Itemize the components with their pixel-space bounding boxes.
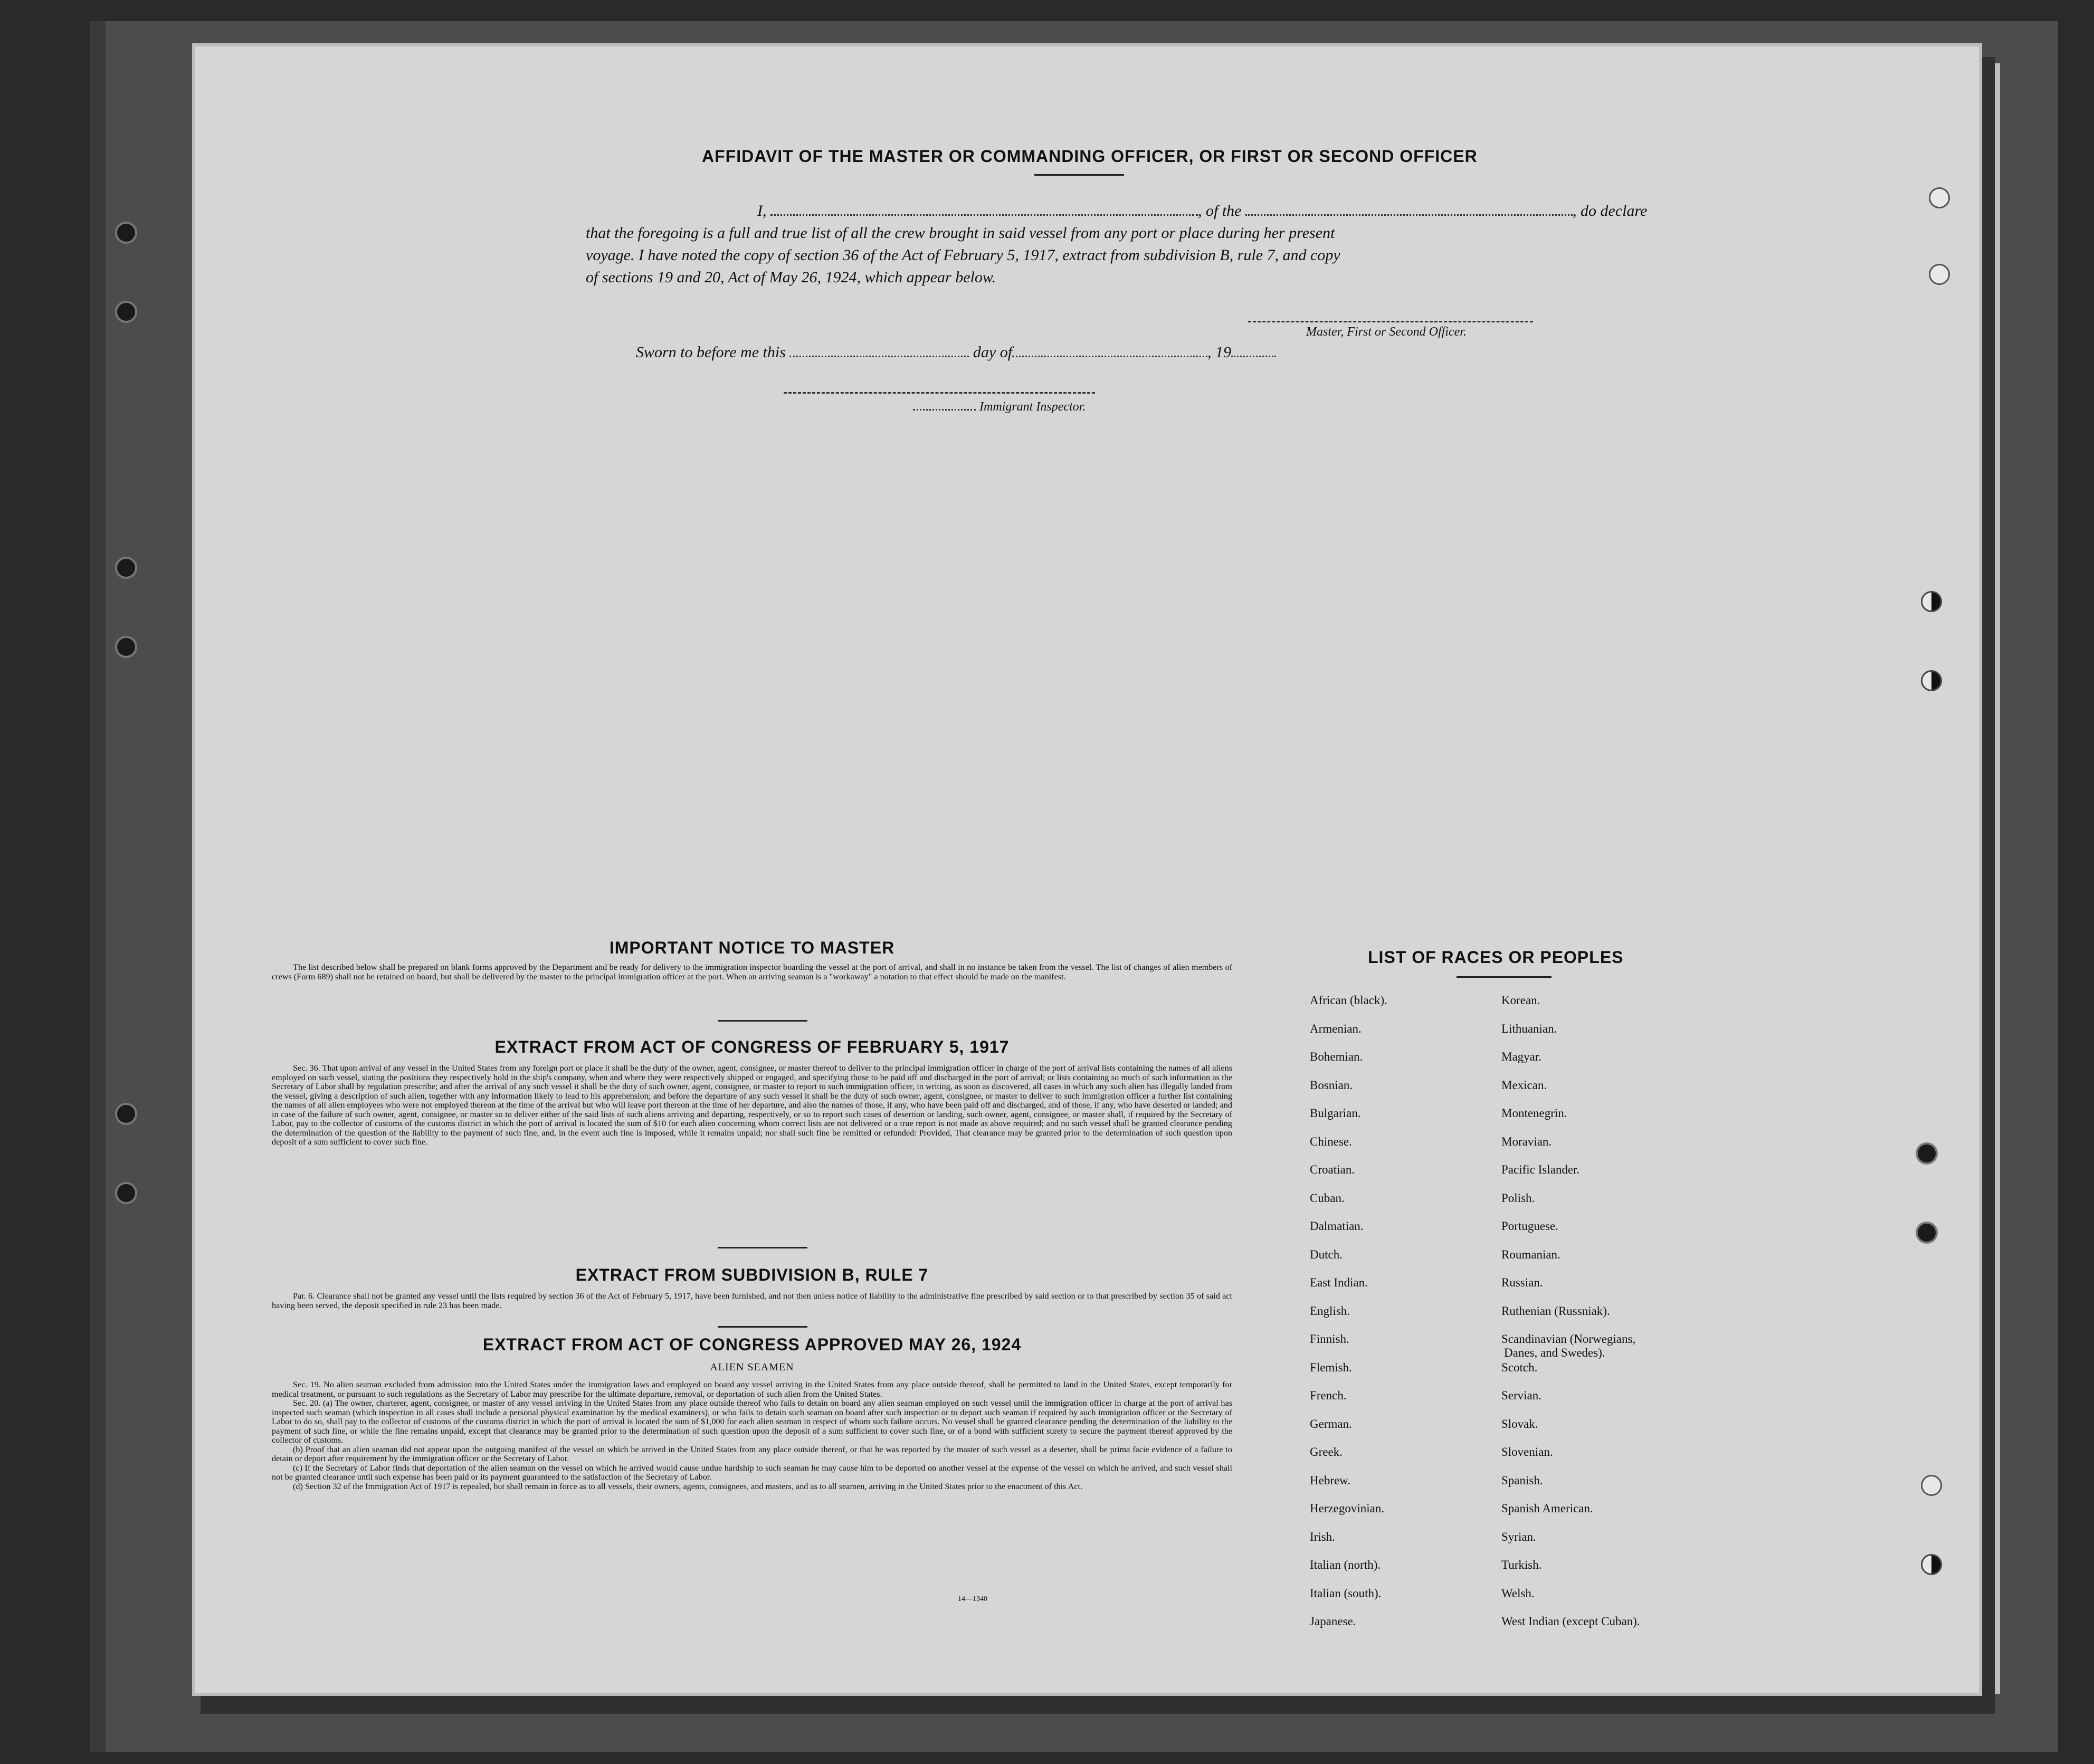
sworn-year-blank[interactable] bbox=[1231, 354, 1276, 357]
inspector-label: Immigrant Inspector. bbox=[979, 400, 1086, 414]
extract-1917-title: EXTRACT FROM ACT OF CONGRESS OF FEBRUARY 5, 1917 bbox=[494, 1037, 1010, 1056]
affidavit-line-1 bbox=[757, 201, 1776, 222]
binder-hole-left-3 bbox=[115, 557, 137, 579]
rule7-text: Par. 6. Clearance shall not be granted any vessel until the lists required by section 36 of the Act of February 5, 1917, have been furnished, and not then unless notice of liability to the administrative fine prescribed by said section or to that prescribed by section 35 of said act having been served, the deposit specified in rule 23 has been made. bbox=[272, 1291, 1232, 1310]
binder-hole-left-4 bbox=[115, 636, 137, 658]
vessel-blank[interactable] bbox=[1245, 212, 1573, 216]
race-left-item: French. bbox=[1310, 1389, 1347, 1402]
race-right-item: Roumanian. bbox=[1501, 1247, 1560, 1261]
form-page bbox=[195, 46, 1979, 1693]
notice-text: The list described below shall be prepared on blank forms approved by the Department and be ready for delivery to the immigration inspector boarding the vessel at the port of arrival, and shall in no instance be taken from the vessel. The list of changes of alien members of crews (Form 689) shall not be retained on board, but shall be delivered by the master to the principal immigration officer at the port. When an arriving seaman is a "workaway" a notation to that effect should be made on the manifest. bbox=[272, 962, 1232, 981]
rule7-rule bbox=[718, 1326, 807, 1328]
race-right-item: West Indian (except Cuban). bbox=[1501, 1615, 1640, 1628]
race-right-item: Russian. bbox=[1501, 1276, 1543, 1289]
race-right-item: Magyar. bbox=[1501, 1050, 1542, 1063]
affidavit-of-the: , of the bbox=[1198, 202, 1242, 220]
sworn-line bbox=[636, 342, 1375, 363]
affidavit-i: I, bbox=[757, 202, 767, 220]
race-right-item: Spanish. bbox=[1501, 1473, 1543, 1487]
form-number: 14—1340 bbox=[958, 1595, 987, 1603]
race-left-item: Japanese. bbox=[1310, 1615, 1356, 1628]
affidavit-declare: , do declare bbox=[1573, 202, 1648, 220]
binder-hole-right-6 bbox=[1916, 1222, 1938, 1244]
race-right-item: Slovak. bbox=[1501, 1417, 1538, 1431]
race-right-item: Mexican. bbox=[1501, 1078, 1547, 1092]
sworn-day-blank[interactable] bbox=[789, 354, 969, 357]
rule7-title: EXTRACT FROM SUBDIVISION B, RULE 7 bbox=[575, 1265, 929, 1284]
sec-20a-text: Sec. 20. (a) The owner, charterer, agent, consignee, or master of any vessel arriving in the United States from any place outside thereof who fails to detain on board any alien seaman employed on such vessel until the immigration officer in charge at the port of arrival has inspected such seaman (which inspection in all cases shall include a personal physical examination by the medical examiners), or who fails to detain such seaman on board after such inspection or to deport such seaman if required by such immigration officer or the Secretary of Labor to do so, shall pay to the collector of customs of the customs district in which the port of arrival is located the sum of $1,000 for each alien seaman in respect of whom such failure occurs. No vessel shall be granted clearance pending the determination of the liability to the payment of such fine, or while the fine remains unpaid, except that clearance may be granted prior to the determination of such question upon the deposit of a sum sufficient to cover such fine, or of a bond with sufficient surety to secure the payment thereof approved by the collector of customs. bbox=[272, 1398, 1232, 1445]
name-blank[interactable] bbox=[770, 212, 1198, 216]
races-rule bbox=[1457, 976, 1552, 978]
race-right-item: Turkish. bbox=[1501, 1558, 1542, 1571]
inspector-dots bbox=[913, 407, 976, 411]
sec-20b-text: (b) Proof that an alien seaman did not appear upon the outgoing manifest of the vessel on which he arrived in the United States from any place outside thereof, or that he was reported by the master of such vessel as a deserter, shall be prima facie evidence of a failure to detain or deport after requirement by the immigration officer or the Secretary of Labor. bbox=[272, 1444, 1232, 1463]
sec-19-text: Sec. 19. No alien seaman excluded from admission into the United States under the immigration laws and employed on board any vessel arriving in the United States from any place outside thereof, shall be permitted to land in the United States, except temporarily for medical treatment, or pursuant to such regulations as the Secretary of Labor may prescribe for the ultimate departure, removal, or deportation of such alien from the United States. bbox=[272, 1380, 1232, 1399]
title-rule bbox=[1034, 174, 1124, 176]
race-left-item: Dutch. bbox=[1310, 1247, 1343, 1261]
race-right-item: Lithuanian. bbox=[1501, 1022, 1557, 1035]
binder-hole-right-1 bbox=[1929, 187, 1950, 208]
race-left-item: Dalmatian. bbox=[1310, 1219, 1364, 1233]
notice-title: IMPORTANT NOTICE TO MASTER bbox=[609, 938, 895, 957]
race-left-item: Italian (north). bbox=[1310, 1558, 1381, 1571]
extract-1917-rule bbox=[718, 1247, 807, 1248]
sworn-month-blank[interactable] bbox=[1012, 354, 1207, 357]
notice-rule bbox=[718, 1020, 807, 1022]
extract-1924-subtitle: ALIEN SEAMEN bbox=[710, 1361, 794, 1373]
race-left-item: English. bbox=[1310, 1304, 1350, 1318]
binder-hole-left-5 bbox=[115, 1103, 137, 1125]
binder-hole-right-4 bbox=[1921, 670, 1942, 691]
race-right-item: Spanish American. bbox=[1501, 1502, 1593, 1515]
sec-20c-text: (c) If the Secretary of Labor finds that deportation of the alien seaman on the vessel on which he arrived would cause undue hardship to such seaman he may cause him to be deported on another vessel at the expense of the vessel on which he arrived, and such vessel shall not be granted clearance until such expense has been paid or its payment guaranteed to the satisfaction of the Secretary of Labor. bbox=[272, 1463, 1232, 1482]
binder-hole-left-1 bbox=[115, 222, 137, 244]
race-left-item: Bohemian. bbox=[1310, 1050, 1363, 1063]
race-right-item: Moravian. bbox=[1501, 1134, 1552, 1148]
binder-hole-right-3 bbox=[1921, 591, 1942, 612]
race-right-item: Servian. bbox=[1501, 1389, 1542, 1402]
race-left-item: Herzegovinian. bbox=[1310, 1502, 1385, 1515]
master-label: Master, First or Second Officer. bbox=[1306, 325, 1467, 339]
affidavit-line-3: voyage. I have noted the copy of section 36 of the Act of February 5, 1917, extract from subdivision B, rule 7, and copy bbox=[586, 246, 1340, 264]
sworn-year: , 19 bbox=[1207, 344, 1232, 361]
sec-20d-text: (d) Section 32 of the Immigration Act of 1917 is repealed, but shall remain in force as to all vessels, their owners, agents, consignees, and masters, and as to all seamen, arriving in the United States prior to the enactment of this Act. bbox=[293, 1481, 1083, 1491]
binder-hole-left-6 bbox=[115, 1182, 137, 1204]
race-left-item: Hebrew. bbox=[1310, 1473, 1351, 1487]
sworn-prefix: Sworn to before me this bbox=[636, 344, 786, 361]
sworn-day-label: day of bbox=[973, 344, 1013, 361]
binder-hole-right-7 bbox=[1921, 1475, 1942, 1496]
binder-hole-right-2 bbox=[1929, 264, 1950, 285]
race-right-item: Montenegrin. bbox=[1501, 1107, 1567, 1120]
race-left-item: Italian (south). bbox=[1310, 1586, 1382, 1600]
affidavit-line-4: of sections 19 and 20, Act of May 26, 1924, which appear below. bbox=[586, 269, 996, 286]
inspector-signature-line[interactable] bbox=[784, 392, 1095, 394]
race-left-item: East Indian. bbox=[1310, 1276, 1368, 1289]
race-left-item: Armenian. bbox=[1310, 1022, 1362, 1035]
binder-hole-left-2 bbox=[115, 301, 137, 323]
race-left-item: Croatian. bbox=[1310, 1163, 1355, 1176]
race-left-item: Irish. bbox=[1310, 1530, 1335, 1543]
race-left-item: Flemish. bbox=[1310, 1360, 1352, 1374]
race-right-item: Polish. bbox=[1501, 1191, 1535, 1205]
race-right-item: Korean. bbox=[1501, 994, 1540, 1007]
affidavit-line-2: that the foregoing is a full and true list of all the crew brought in said vessel from any port or place during her present bbox=[586, 224, 1335, 242]
race-left-item: Greek. bbox=[1310, 1445, 1343, 1458]
race-left-item: Chinese. bbox=[1310, 1134, 1352, 1148]
affidavit-title: AFFIDAVIT OF THE MASTER OR COMMANDING OFFICER, OR FIRST OR SECOND OFFICER bbox=[702, 147, 1478, 166]
race-right-item: Welsh. bbox=[1501, 1586, 1535, 1600]
race-left-item: Bulgarian. bbox=[1310, 1107, 1361, 1120]
race-right-item: Scotch. bbox=[1501, 1360, 1538, 1374]
extract-1924-title: EXTRACT FROM ACT OF CONGRESS APPROVED MAY 26, 1924 bbox=[482, 1335, 1022, 1354]
race-left-item: German. bbox=[1310, 1417, 1352, 1431]
race-left-item: Bosnian. bbox=[1310, 1078, 1353, 1092]
races-title: LIST OF RACES OR PEOPLES bbox=[1368, 948, 1624, 967]
race-right-item: Syrian. bbox=[1501, 1530, 1536, 1543]
binder-hole-right-8 bbox=[1921, 1554, 1942, 1575]
race-right-item: Portuguese. bbox=[1501, 1219, 1558, 1233]
race-right-item: Slovenian. bbox=[1501, 1445, 1553, 1458]
race-right-item: Danes, and Swedes). bbox=[1504, 1346, 1605, 1359]
race-right-item: Scandinavian (Norwegians, bbox=[1501, 1332, 1636, 1346]
binder-hole-right-5 bbox=[1916, 1142, 1938, 1165]
race-left-item: African (black). bbox=[1310, 994, 1387, 1007]
race-right-item: Pacific Islander. bbox=[1501, 1163, 1580, 1176]
race-left-item: Finnish. bbox=[1310, 1332, 1349, 1346]
race-right-item: Ruthenian (Russniak). bbox=[1501, 1304, 1610, 1318]
master-signature-line[interactable] bbox=[1248, 321, 1533, 322]
extract-1917-text: Sec. 36. That upon arrival of any vessel in the United States from any foreign port or place it shall be the duty of the owner, agent, consignee, or master thereof to deliver to the principal immigration officer in charge of the port of arrival lists containing the names of all aliens employed on such vessel, stating the positions they respectively hold in the ship's company, when and where they were respectively shipped or engaged, and specifying those to be paid off and discharged in the port of arrival; or lists containing so much of such information as the Secretary of Labor shall by regulation prescribe; and after the arrival of any such vessel it shall be the duty of such owner, agent, consignee, or master to report to such immigration officer, in writing, as soon as discovered, all cases in which any such alien has illegally landed from the vessel, giving a description of such alien, together with any information likely to lead to his apprehension; and before the departure of any such vessel it shall be the duty of such owner, agent, consignee, or master to deliver to such immigration officer a further list containing the names of all alien employees who were not employed thereon at the time of the arrival but who will leave port thereon at the time of her departure, and also the names of those, if any, who have been paid off and discharged, and of those, if any, who have deserted or landed; and in case of the failure of such owner, agent, consignee, or master so to deliver either of the said lists of such aliens arriving and departing, respectively, or so to report such cases of desertion or landing, such owner, agent, consignee, or master shall, if required by the Secretary of Labor, pay to the collector of customs of the customs district in which the port of arrival is located the sum of $10 for each alien concerning whom correct lists are not delivered or a true report is not made as above required; and no such vessel shall be granted clearance pending the determination of the question of the liability to the payment of such fine, and, in the event such fine is imposed, while it remains unpaid; nor shall such fine be remitted or refunded: Provided, That clearance may be granted prior to the determination of such question upon deposit of a sum sufficient to cover such fine. bbox=[272, 1063, 1232, 1147]
race-left-item: Cuban. bbox=[1310, 1191, 1345, 1205]
extract-1924-body bbox=[272, 1380, 1232, 1491]
inspector-line bbox=[913, 400, 1086, 414]
